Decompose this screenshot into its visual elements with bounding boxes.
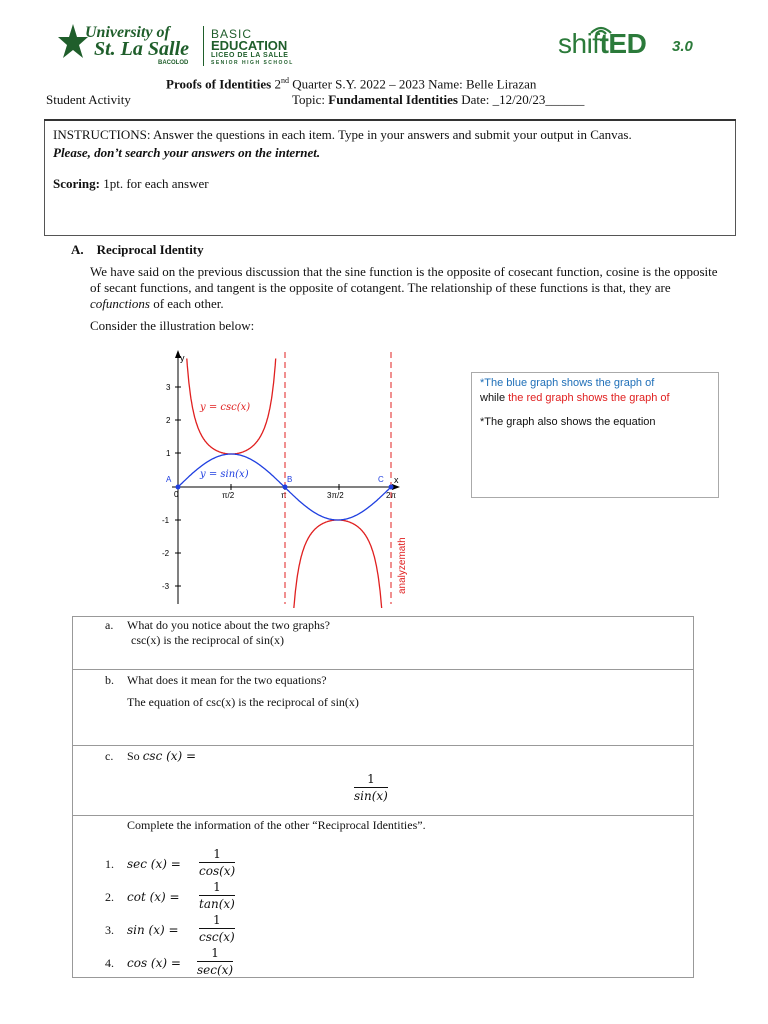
university-city: BACOLOD [158, 60, 189, 66]
activity-title-line: Proofs of Identities 2nd Quarter S.Y. 2022 – 2023 Name: Belle Lirazan [166, 76, 537, 92]
row-divider [72, 815, 694, 816]
identity-number: 4. [105, 956, 114, 970]
fraction-denominator: sin(x) [354, 789, 388, 803]
sin-csc-graph [150, 348, 420, 608]
date-field: Date: _12/20/23______ [457, 92, 585, 107]
student-activity-label: Student Activity [46, 92, 131, 107]
topic-value: Fundamental Identities [328, 92, 458, 107]
identity-lhs: cot (x) = [127, 890, 180, 904]
shifted-logo [558, 28, 646, 60]
y-tick-label: -1 [162, 516, 170, 525]
instructions-warning: Please, don’t search your answers on the internet. [53, 145, 321, 160]
x-axis-label: x [394, 475, 399, 485]
identity-fraction[interactable] [199, 847, 235, 878]
fraction-numerator: 1 [199, 913, 235, 929]
university-name-line1: University of [85, 24, 170, 41]
shifted-bold: tED [599, 28, 647, 59]
x-tick-label: 2π [386, 491, 396, 500]
identity-lhs: sec (x) = [127, 857, 181, 871]
fraction-denominator: sec(x) [197, 963, 234, 977]
identity-number: 1. [105, 857, 114, 871]
question-c-label: c. [105, 749, 114, 763]
liceo-label: LICEO DE LA SALLE [211, 52, 289, 59]
consider-text: Consider the illustration below: [90, 318, 255, 333]
csc-label: y = csc(x) [200, 402, 251, 413]
shifted-prefix: shif [558, 28, 600, 59]
row-divider [72, 745, 694, 746]
identity-number: 2. [105, 890, 114, 904]
point-a-label: A [166, 475, 172, 484]
y-tick-label: 1 [166, 449, 171, 458]
note-equation: *The graph also shows the equation [480, 416, 656, 428]
point-a [176, 485, 181, 490]
note-red-graph: while the red graph shows the graph of [480, 392, 670, 404]
identity-fraction[interactable] [197, 946, 233, 977]
shifted-version: 3.0 [672, 38, 693, 55]
answer-c-fraction[interactable] [354, 772, 388, 803]
question-c-text: So csc (x) = [127, 749, 197, 763]
question-b-text: What does it mean for the two equations? [127, 673, 327, 687]
y-tick-label: 2 [166, 416, 171, 425]
fraction-numerator: 1 [354, 772, 388, 788]
point-c [389, 485, 394, 490]
fraction-denominator: cos(x) [199, 864, 236, 878]
section-a-paragraph: We have said on the previous discussion that the sine function is the opposite of cosecant function, cosine is the opposite of secant functions, and tangent is the opposite of cotangent. The relationship of these functions is that, they are cofunctions of each other. [90, 264, 718, 311]
identity-number: 3. [105, 923, 114, 937]
instructions-top-border [44, 119, 736, 121]
identity-fraction[interactable] [199, 880, 235, 911]
x-tick-label: 0 [174, 490, 179, 499]
senior-high-label: SENIOR HIGH SCHOOL [211, 60, 294, 66]
point-c-label: C [378, 475, 384, 484]
fraction-numerator: 1 [197, 946, 233, 962]
quarter-and-name: Quarter S.Y. 2022 – 2023 Name: Belle Lirazan [288, 76, 537, 92]
instructions-text: INSTRUCTIONS: Answer the questions in each item. Type in your answers and submit your output in Canvas. [53, 127, 632, 142]
topic-line: Topic: Fundamental Identities Date: _12/20/23______ [292, 92, 585, 107]
question-a-label: a. [105, 618, 114, 632]
scoring-line: Scoring: 1pt. for each answer [53, 176, 209, 191]
section-a-title: A. Reciprocal Identity [71, 242, 204, 257]
point-b [283, 485, 288, 490]
sin-label: y = sin(x) [200, 469, 249, 480]
y-tick-label: -2 [162, 549, 170, 558]
fraction-numerator: 1 [199, 847, 235, 863]
university-name-line2: St. La Salle [94, 38, 190, 60]
fraction-denominator: csc(x) [199, 930, 235, 944]
education-label: EDUCATION [211, 38, 288, 53]
note-box [471, 372, 719, 498]
question-b-label: b. [105, 673, 114, 687]
y-tick-label: -3 [162, 582, 170, 591]
point-b-label: B [287, 475, 293, 484]
fraction-numerator: 1 [199, 880, 235, 896]
identity-fraction[interactable] [199, 913, 235, 944]
x-tick-label: 3π/2 [327, 491, 344, 500]
y-tick-label: 3 [166, 383, 171, 392]
identity-lhs: sin (x) = [127, 923, 179, 937]
y-axis-label: y [180, 353, 185, 363]
note-blue-graph: *The blue graph shows the graph of [480, 377, 655, 389]
analyzemath-watermark: analyzemath [397, 537, 408, 594]
csc-curve-negative [293, 520, 382, 608]
answer-a[interactable]: csc(x) is the reciprocal of sin(x) [131, 633, 284, 647]
x-tick-label: π [281, 491, 287, 500]
lasalle-star-logo [58, 22, 88, 64]
question-a-text: What do you notice about the two graphs? [127, 618, 330, 632]
fraction-denominator: tan(x) [199, 897, 235, 911]
complete-instruction: Complete the information of the other “Reciprocal Identities”. [127, 818, 426, 832]
row-divider [72, 669, 694, 670]
logo-divider [203, 26, 204, 66]
activity-title: Proofs of Identities [166, 76, 272, 92]
x-tick-label: π/2 [222, 491, 235, 500]
answer-b[interactable]: The equation of csc(x) is the reciprocal of sin(x) [127, 695, 359, 709]
identity-lhs: cos (x) = [127, 956, 181, 970]
basic-label: BASIC [211, 27, 253, 41]
